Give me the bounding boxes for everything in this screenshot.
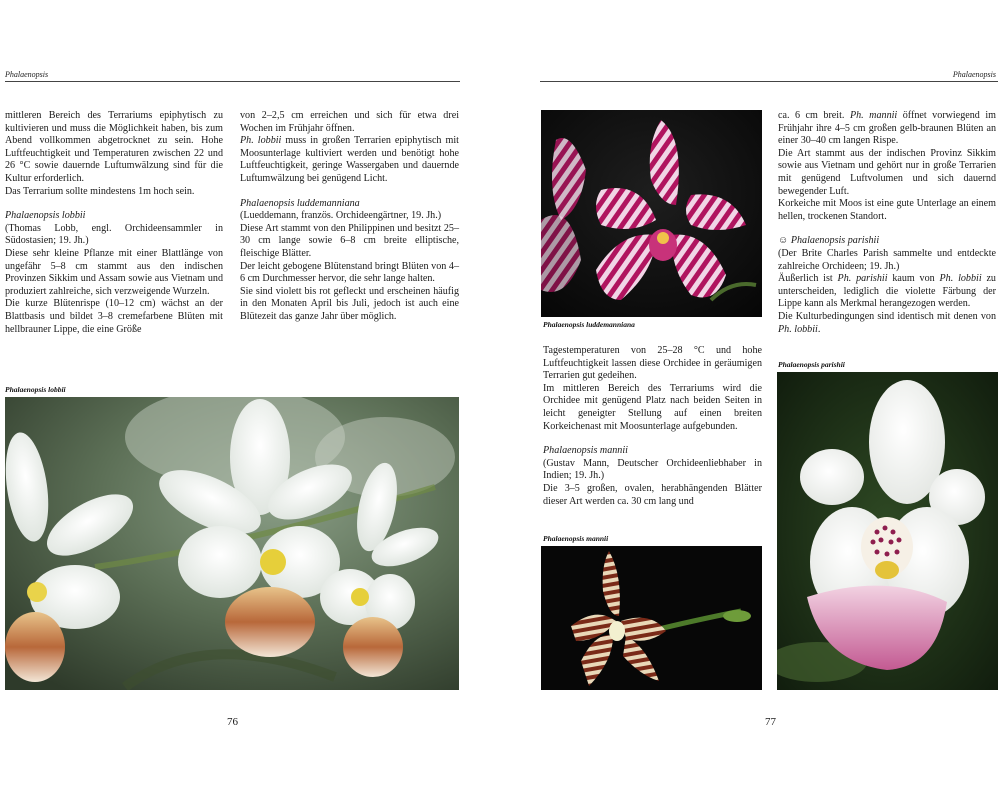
species-heading-parishii: ☺ Phalaenopsis parishii xyxy=(778,235,880,247)
text-column-right-1 xyxy=(543,345,762,508)
paragraph: Im mittleren Bereich des Terrariums wird die Orchidee mit genügend Platz nach beiden Seiten in leicht geneigter Stellung auf einen breiten Korkeichenast mit Moosunterlage aufgebunden. xyxy=(543,382,762,432)
paragraph: Der leicht gebogene Blütenstand bringt Blüten von 4–6 cm Durchmesser hervor, die sehr lange halten. xyxy=(240,260,459,285)
species-abbrev: Ph. mannii xyxy=(849,110,898,121)
paragraph: Tagestemperaturen von 25–28 °C und hohe Luftfeuchtigkeit lassen diese Orchidee in geräumigen Terrarien gut gedeihen. xyxy=(543,345,762,382)
paragraph: Diese sehr kleine Pflanze mit einer Blattlänge von ungefähr 5–8 cm stammt aus den indischen Provinzen Sikkim und Assam sowie aus Vietnam und produziert zahlreiche, sich verzweigende Wurzeln. xyxy=(5,247,223,297)
paragraph: Die Art stammt aus der indischen Provinz Sikkim sowie aus Vietnam und gehört nur in große Terrarien mit genügend Luftvolumen und sich dauernd bewegender Luft. xyxy=(778,147,996,197)
right-page xyxy=(500,0,1000,800)
paragraph: Die Kulturbedingungen sind identisch mit denen von Ph. lobbii. xyxy=(778,310,996,335)
photo-caption-parishii: Phalaenopsis parishii xyxy=(778,360,845,369)
paragraph: von 2–2,5 cm erreichen und sich für etwa drei Wochen im Frühjahr öffnen. xyxy=(240,110,459,134)
species-origin: (Thomas Lobb, engl. Orchideensammler in Südostasien; 19. Jh.) xyxy=(5,222,223,247)
page-number-left: 76 xyxy=(227,716,238,728)
species-heading-mannii: Phalaenopsis mannii xyxy=(543,445,628,457)
paragraph: Das Terrarium sollte mindestens 1m hoch sein. xyxy=(5,185,195,197)
smiley-icon: ☺ xyxy=(778,235,789,247)
species-origin: (Lueddemann, französ. Orchideengärtner, 19. Jh.) xyxy=(240,210,442,222)
photo-phalaenopsis-mannii xyxy=(541,546,762,690)
species-heading-lobbii: Phalaenopsis lobbii xyxy=(5,210,86,222)
photo-caption-luddemanniana: Phalaenopsis luddemanniana xyxy=(543,320,635,329)
running-head-right: Phalaenopsis xyxy=(952,70,996,79)
page-number-right: 77 xyxy=(765,716,776,728)
paragraph: Die kurze Blütenrispe (10–12 cm) wächst an der Blattbasis und bildet 3–8 cremefarbene Blüten mit hellbrauner Lippe, die eine Größe xyxy=(5,298,223,335)
paragraph: Diese Art stammt von den Philippinen und besitzt 25–30 cm lange sowie 6–8 cm breite elliptische, fleischige Blätter. xyxy=(240,222,459,259)
paragraph: Sie sind violett bis rot gefleckt und erscheinen häufig in den Monaten April bis Juli, jedoch ist auch eine Blütezeit das ganze Jahr über möglich. xyxy=(240,285,459,322)
photo-phalaenopsis-lobbii xyxy=(5,397,459,690)
paragraph: ca. 6 cm breit. Ph. mannii öffnet vorwiegend im Frühjahr ihre 4–5 cm großen gelb-braunen Blüten an einer 30–40 cm langen Rispe. xyxy=(778,110,996,147)
species-origin: (Der Brite Charles Parish sammelte und entdeckte zahlreiche Orchideen; 19. Jh.) xyxy=(778,247,996,272)
header-rule-right xyxy=(540,81,998,82)
text-column-right-2 xyxy=(778,110,996,336)
paragraph: Korkeiche mit Moos ist eine gute Unterlage an einem hellen, trockenen Standort. xyxy=(778,198,996,222)
species-abbrev: Ph. lobbii xyxy=(240,135,282,147)
paragraph: Äußerlich ist Ph. parishii kaum von Ph. lobbii zu unterscheiden, lediglich die violette Färbung der Lippe kann als Merkmal herangezogen werden. xyxy=(778,273,996,310)
running-head-left: Phalaenopsis xyxy=(5,70,49,79)
text-column-left-2 xyxy=(240,110,459,324)
header-rule-left xyxy=(5,81,460,82)
photo-phalaenopsis-luddemanniana xyxy=(541,110,762,317)
paragraph: Ph. lobbii muss in großen Terrarien epiphytisch mit Moosunterlage kultiviert werden und benötigt hohe Luftfeuchtigkeit, geringe Wassergaben und dauernde Luftumwälzung bei genügend Licht. xyxy=(240,135,459,184)
species-heading-luddemanniana: Phalaenopsis luddemanniana xyxy=(240,197,360,209)
species-origin: (Gustav Mann, Deutscher Orchideenliebhaber in Indien; 19. Jh.) xyxy=(543,457,762,482)
paragraph: mittleren Bereich des Terrariums epiphytisch zu kultivieren und muss die Möglichkeit haben, bis zum Abend vollkommen abgetrocknet zu sein. Hohe Luftfeuchtigkeit und Temperaturen zwischen 22 und 26 °C sowie dauernde Luftumwälzung sind für die Kultur erforderlich. xyxy=(5,110,223,184)
photo-phalaenopsis-parishii xyxy=(777,372,998,690)
photo-caption-mannii: Phalaenopsis mannii xyxy=(543,534,609,543)
text-column-left-1 xyxy=(5,110,223,336)
paragraph: Die 3–5 großen, ovalen, herabhängenden Blätter dieser Art werden ca. 30 cm lang und xyxy=(543,482,762,507)
photo-caption-lobbii: Phalaenopsis lobbii xyxy=(5,385,66,394)
